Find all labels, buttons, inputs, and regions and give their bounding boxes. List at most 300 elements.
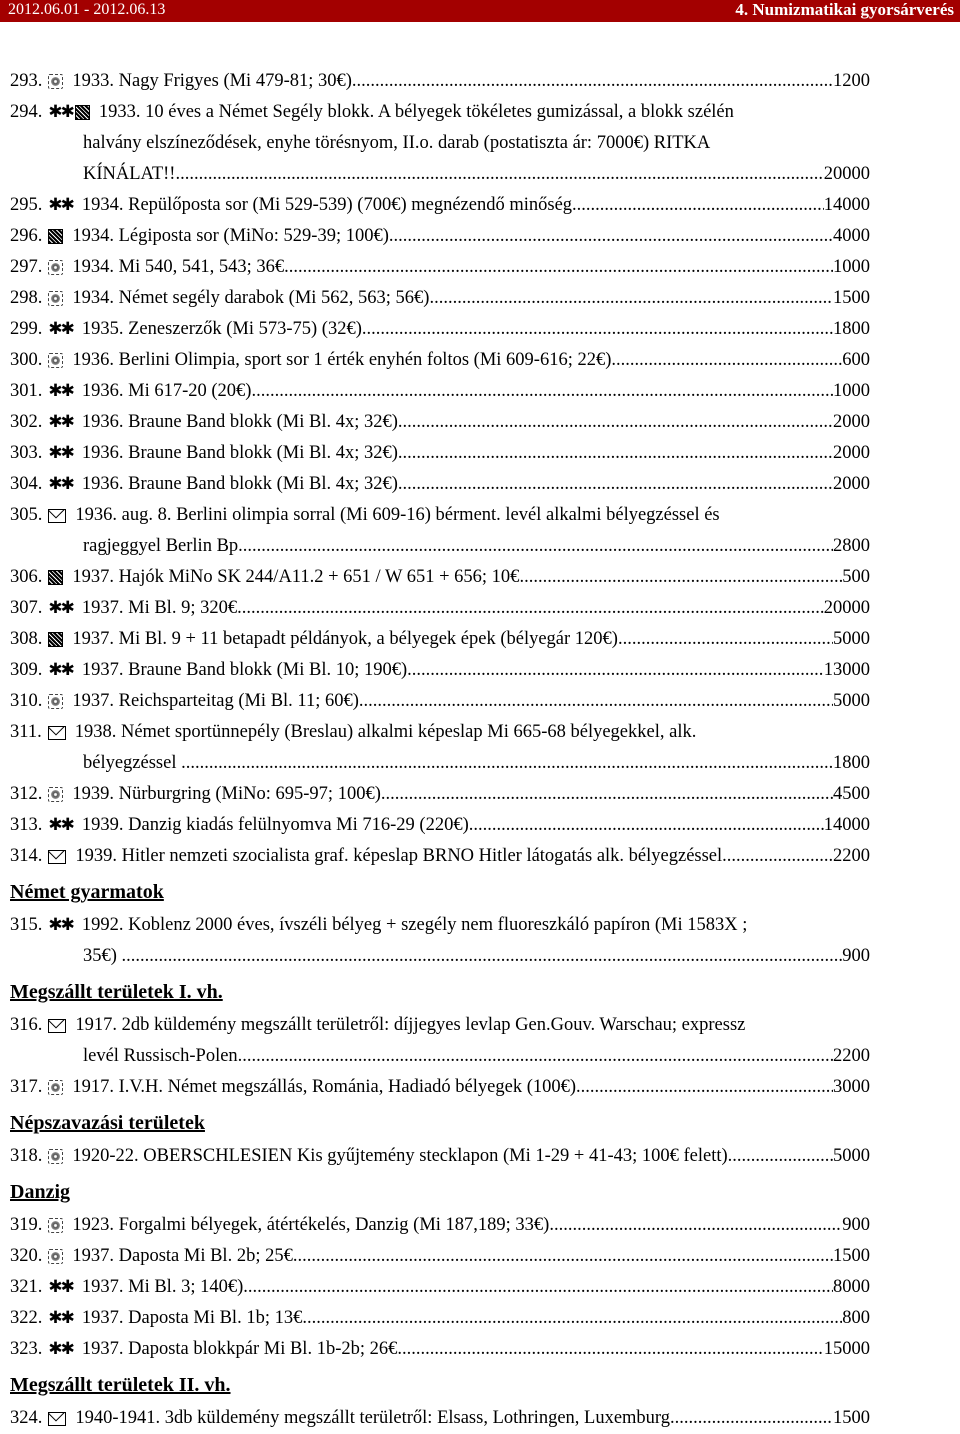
lot-number: 305. bbox=[10, 505, 43, 525]
lot-number: 318. bbox=[10, 1146, 43, 1166]
leader-dots bbox=[293, 1241, 833, 1272]
lot-number: 319. bbox=[10, 1215, 43, 1235]
lot-price: 13000 bbox=[823, 660, 870, 680]
block-square-icon bbox=[48, 229, 63, 244]
lot-number: 316. bbox=[10, 1015, 43, 1035]
lot-first-line bbox=[10, 1303, 870, 1334]
leader-dots bbox=[175, 159, 823, 190]
double-star-icon: ✱✱ bbox=[48, 443, 73, 463]
block-square-icon bbox=[48, 632, 63, 647]
lot-description-line bbox=[82, 314, 870, 345]
mint-star-icon bbox=[48, 1310, 73, 1327]
stamped-stamp-icon bbox=[48, 1080, 63, 1095]
lot-first-line bbox=[10, 1072, 870, 1103]
double-star-icon: ✱✱ bbox=[48, 412, 73, 432]
stamp-icon bbox=[48, 353, 63, 368]
mint-star-icon bbox=[48, 414, 73, 431]
header-title: 4. Numizmatikai gyorsárverés bbox=[735, 0, 954, 19]
lot-item bbox=[10, 407, 870, 438]
lot-first-line bbox=[10, 779, 870, 810]
lot-number: 302. bbox=[10, 412, 43, 432]
lot-number: 293. bbox=[10, 71, 43, 91]
lot-first-line bbox=[10, 1141, 870, 1172]
lot-description: 1937. Mi Bl. 9 + 11 betapadt példányok, a bélyegek épek (bélyegár 120€) bbox=[72, 629, 618, 649]
leader-dots bbox=[670, 1403, 833, 1434]
double-star-icon: ✱✱ bbox=[48, 1277, 73, 1297]
lot-first-line bbox=[10, 500, 870, 531]
leader-dots bbox=[576, 1072, 833, 1103]
lot-first-line bbox=[10, 593, 870, 624]
lot-first-line bbox=[10, 810, 870, 841]
lot-item bbox=[10, 779, 870, 810]
lot-item bbox=[10, 1010, 870, 1072]
stamp-icon bbox=[48, 694, 63, 709]
lot-price: 20000 bbox=[823, 164, 870, 184]
lot-price: 800 bbox=[842, 1308, 870, 1328]
lot-price: 1500 bbox=[833, 288, 870, 308]
star-block-combo-icon bbox=[48, 104, 90, 121]
lot-item bbox=[10, 376, 870, 407]
lot-description: 1917. I.V.H. Német megszállás, Románia, Hadiadó bélyegek (100€) bbox=[72, 1077, 577, 1097]
mint-star-icon bbox=[48, 1341, 73, 1358]
double-star-icon: ✱✱ bbox=[48, 1339, 73, 1359]
lot-description-line bbox=[72, 686, 870, 717]
lot-number: 299. bbox=[10, 319, 43, 339]
lot-price: 5000 bbox=[833, 691, 870, 711]
leader-dots bbox=[549, 1210, 842, 1241]
lot-first-line bbox=[10, 252, 870, 283]
lot-price: 8000 bbox=[833, 1277, 870, 1297]
lot-price: 1000 bbox=[833, 381, 870, 401]
lot-description-line bbox=[72, 345, 870, 376]
lot-item bbox=[10, 841, 870, 872]
leader-dots bbox=[429, 283, 833, 314]
lot-first-line bbox=[10, 717, 870, 748]
lot-description-line bbox=[72, 624, 870, 655]
lot-item bbox=[10, 717, 870, 779]
block-square-icon bbox=[48, 570, 63, 585]
lot-description-line bbox=[75, 1403, 870, 1434]
page-header bbox=[0, 0, 960, 22]
lot-description: 1933. 10 éves a Német Segély blokk. A bélyegek tökéletes gumizással, a blokk szélén bbox=[98, 102, 734, 122]
block-icon bbox=[48, 229, 63, 244]
lot-description: 1937. Braune Band blokk (Mi Bl. 10; 190€) bbox=[81, 660, 408, 680]
envelope-shape-icon bbox=[48, 1019, 66, 1033]
double-star-icon: ✱✱ bbox=[48, 319, 73, 339]
stamp-icon bbox=[48, 1149, 63, 1164]
section-heading: Német gyarmatok bbox=[10, 881, 164, 903]
lot-first-line bbox=[10, 1272, 870, 1303]
lot-description: bélyegzéssel . bbox=[83, 753, 186, 773]
lot-number: 311. bbox=[10, 722, 42, 742]
lot-item bbox=[10, 314, 870, 345]
leader-dots bbox=[381, 779, 833, 810]
lot-number: 315. bbox=[10, 915, 43, 935]
lot-description: levél Russisch-Polen bbox=[83, 1046, 238, 1066]
lot-item bbox=[10, 1303, 870, 1334]
stamp-icon bbox=[48, 291, 63, 306]
lot-description: 1920-22. OBERSCHLESIEN Kis gyűjtemény stecklapon (Mi 1-29 + 41-43; 100€ felett) bbox=[72, 1146, 728, 1166]
lot-item bbox=[10, 500, 870, 562]
stamped-stamp-icon bbox=[48, 694, 63, 709]
lot-item bbox=[10, 1334, 870, 1365]
mint-star-icon bbox=[48, 662, 73, 679]
lot-price: 4500 bbox=[833, 784, 870, 804]
lot-number: 309. bbox=[10, 660, 43, 680]
lot-description: 1936. aug. 8. Berlini olimpia sorral (Mi 609-16) bérment. levél alkalmi bélyegzéssel és bbox=[75, 505, 720, 525]
stamp-icon bbox=[48, 1080, 63, 1095]
leader-dots bbox=[611, 345, 842, 376]
lot-continuation bbox=[10, 748, 870, 779]
lot-description: 1934. Mi 540, 541, 543; 36€ bbox=[72, 257, 285, 277]
lot-first-line bbox=[10, 562, 870, 593]
lot-item bbox=[10, 438, 870, 469]
lot-description-line bbox=[83, 1041, 870, 1072]
lot-number: 306. bbox=[10, 567, 43, 587]
lot-description: 1936. Braune Band blokk (Mi Bl. 4x; 32€) bbox=[81, 443, 398, 463]
lot-item bbox=[10, 686, 870, 717]
lot-first-line bbox=[10, 190, 870, 221]
lot-item bbox=[10, 190, 870, 221]
lot-number: 314. bbox=[10, 846, 43, 866]
envelope-shape-icon bbox=[48, 726, 66, 740]
lot-item bbox=[10, 1072, 870, 1103]
lot-price: 2000 bbox=[833, 412, 870, 432]
leader-dots bbox=[398, 438, 833, 469]
lot-description-line bbox=[82, 810, 870, 841]
lot-description-line bbox=[82, 1303, 870, 1334]
lot-price: 500 bbox=[842, 567, 870, 587]
leader-dots bbox=[469, 810, 824, 841]
lot-item bbox=[10, 1241, 870, 1272]
lot-first-line bbox=[10, 1210, 870, 1241]
double-star-icon: ✱✱ bbox=[48, 195, 73, 215]
leader-dots bbox=[243, 1272, 833, 1303]
leader-dots bbox=[407, 655, 824, 686]
lot-price: 2800 bbox=[833, 536, 870, 556]
lot-description-line bbox=[72, 283, 870, 314]
lot-description-line bbox=[72, 562, 870, 593]
lot-description: 35€) . bbox=[83, 946, 127, 966]
lot-item bbox=[10, 624, 870, 655]
lot-price: 900 bbox=[842, 946, 870, 966]
lot-description-line bbox=[82, 1334, 870, 1365]
envelope-icon bbox=[48, 1019, 66, 1033]
section-heading: Danzig bbox=[10, 1181, 70, 1203]
lot-item bbox=[10, 66, 870, 97]
lot-first-line bbox=[10, 283, 870, 314]
stamped-stamp-icon bbox=[48, 74, 63, 89]
lot-description: 1936. Mi 617-20 (20€) bbox=[81, 381, 252, 401]
envelope-icon bbox=[48, 1412, 66, 1426]
lot-number: 301. bbox=[10, 381, 43, 401]
lot-description: 1937. Daposta Mi Bl. 2b; 25€ bbox=[72, 1246, 293, 1266]
lot-description-line bbox=[72, 1141, 870, 1172]
stamped-stamp-icon bbox=[48, 353, 63, 368]
section-heading: Megszállt területek II. vh. bbox=[10, 1374, 231, 1396]
lot-number: 304. bbox=[10, 474, 43, 494]
lot-price: 1500 bbox=[833, 1246, 870, 1266]
lot-number: 324. bbox=[10, 1408, 43, 1428]
lot-number: 307. bbox=[10, 598, 43, 618]
lot-description-line bbox=[82, 376, 870, 407]
lot-description-line bbox=[72, 1210, 870, 1241]
lot-first-line bbox=[10, 1334, 870, 1365]
stamped-stamp-icon bbox=[48, 291, 63, 306]
leader-dots bbox=[389, 221, 833, 252]
lot-description-line bbox=[82, 655, 870, 686]
lot-description-line bbox=[72, 66, 870, 97]
double-star-icon: ✱✱ bbox=[48, 102, 73, 122]
lot-description-line bbox=[82, 407, 870, 438]
lot-description: 1939. Danzig kiadás felülnyomva Mi 716-29 (220€) bbox=[81, 815, 469, 835]
stamped-stamp-icon bbox=[48, 787, 63, 802]
lot-price: 2200 bbox=[833, 1046, 870, 1066]
mint-star-icon bbox=[48, 445, 73, 462]
lot-description: 1937. Daposta Mi Bl. 1b; 13€ bbox=[81, 1308, 303, 1328]
lot-number: 320. bbox=[10, 1246, 43, 1266]
stamp-icon bbox=[48, 1218, 63, 1233]
lot-first-line bbox=[10, 376, 870, 407]
lot-first-line bbox=[10, 624, 870, 655]
lot-description: 1992. Koblenz 2000 éves, ívszéli bélyeg + szegély nem fluoreszkáló papíron (Mi 1583X ; bbox=[81, 915, 748, 935]
double-star-icon: ✱✱ bbox=[48, 1308, 73, 1328]
lot-number: 313. bbox=[10, 815, 43, 835]
lot-description-line bbox=[83, 128, 870, 159]
lot-first-line bbox=[10, 345, 870, 376]
double-star-icon: ✱✱ bbox=[48, 381, 73, 401]
block-square-icon bbox=[75, 105, 90, 120]
lot-description: 1934. Német segély darabok (Mi 562, 563; 56€) bbox=[72, 288, 430, 308]
double-star-icon: ✱✱ bbox=[48, 598, 73, 618]
lot-number: 308. bbox=[10, 629, 43, 649]
leader-dots bbox=[722, 841, 833, 872]
lot-description: 1934. Légiposta sor (MiNo: 529-39; 100€) bbox=[72, 226, 389, 246]
double-star-icon: ✱✱ bbox=[48, 660, 73, 680]
lot-price: 1800 bbox=[833, 319, 870, 339]
lot-price: 20000 bbox=[823, 598, 870, 618]
lot-number: 323. bbox=[10, 1339, 43, 1359]
lot-description: 1937. Hajók MiNo SK 244/A11.2 + 651 / W 651 + 656; 10€ bbox=[72, 567, 520, 587]
lot-description: 1936. Braune Band blokk (Mi Bl. 4x; 32€) bbox=[81, 474, 398, 494]
stamp-icon bbox=[48, 787, 63, 802]
lot-first-line bbox=[10, 1241, 870, 1272]
envelope-shape-icon bbox=[48, 1412, 66, 1426]
envelope-icon bbox=[48, 850, 66, 864]
leader-dots bbox=[284, 252, 833, 283]
lot-description: KÍNÁLAT!! bbox=[83, 164, 176, 184]
lot-description: 1939. Hitler nemzeti szocialista graf. képeslap BRNO Hitler látogatás alk. bélyegzéssel bbox=[75, 846, 723, 866]
lot-item bbox=[10, 221, 870, 252]
lot-description: 1935. Zeneszerzők (Mi 573-75) (32€) bbox=[81, 319, 362, 339]
envelope-shape-icon bbox=[48, 850, 66, 864]
stamp-icon bbox=[48, 1249, 63, 1264]
lot-description: 1937. Reichsparteitag (Mi Bl. 11; 60€) bbox=[72, 691, 359, 711]
lot-first-line bbox=[10, 97, 870, 128]
lot-first-line bbox=[10, 221, 870, 252]
leader-dots bbox=[243, 531, 833, 562]
lot-item bbox=[10, 562, 870, 593]
leader-dots bbox=[251, 376, 833, 407]
lot-price: 5000 bbox=[833, 1146, 870, 1166]
mint-star-icon bbox=[48, 321, 73, 338]
mint-star-icon bbox=[48, 197, 73, 214]
lot-price: 4000 bbox=[833, 226, 870, 246]
double-star-icon: ✱✱ bbox=[48, 915, 73, 935]
lot-number: 321. bbox=[10, 1277, 43, 1297]
lot-item bbox=[10, 469, 870, 500]
lot-description: 1938. Német sportünnepély (Breslau) alkalmi képeslap Mi 665-68 bélyegekkel, alk. bbox=[74, 722, 697, 742]
lot-description: 1923. Forgalmi bélyegek, átértékelés, Danzig (Mi 187,189; 33€) bbox=[72, 1215, 550, 1235]
lot-first-line bbox=[10, 686, 870, 717]
mint-star-icon bbox=[48, 476, 73, 493]
leader-dots bbox=[238, 1041, 833, 1072]
double-star-icon: ✱✱ bbox=[48, 474, 73, 494]
leader-dots bbox=[398, 469, 833, 500]
lot-price: 5000 bbox=[833, 629, 870, 649]
lot-number: 317. bbox=[10, 1077, 43, 1097]
lot-number: 300. bbox=[10, 350, 43, 370]
leader-dots bbox=[302, 1303, 842, 1334]
double-star-icon: ✱✱ bbox=[48, 815, 73, 835]
header-date-range: 2012.06.01 - 2012.06.13 bbox=[8, 1, 166, 18]
lot-first-line bbox=[10, 655, 870, 686]
stamped-stamp-icon bbox=[48, 1218, 63, 1233]
stamp-icon bbox=[48, 260, 63, 275]
lot-price: 2000 bbox=[833, 443, 870, 463]
lot-price: 1800 bbox=[833, 753, 870, 773]
lot-item bbox=[10, 1403, 870, 1434]
lot-price: 1200 bbox=[833, 71, 870, 91]
leader-dots bbox=[362, 314, 833, 345]
lot-number: 312. bbox=[10, 784, 43, 804]
lot-first-line bbox=[10, 407, 870, 438]
lot-item bbox=[10, 1272, 870, 1303]
stamped-stamp-icon bbox=[48, 1249, 63, 1264]
leader-dots bbox=[126, 941, 842, 972]
lot-number: 296. bbox=[10, 226, 43, 246]
lot-item bbox=[10, 655, 870, 686]
lot-description-line bbox=[72, 221, 870, 252]
lot-number: 294. bbox=[10, 102, 43, 122]
section-heading: Megszállt területek I. vh. bbox=[10, 981, 223, 1003]
lot-item bbox=[10, 345, 870, 376]
mint-star-icon bbox=[48, 600, 73, 617]
lot-number: 322. bbox=[10, 1308, 43, 1328]
lot-item bbox=[10, 593, 870, 624]
mint-star-icon bbox=[48, 817, 73, 834]
lot-item bbox=[10, 910, 870, 972]
lot-description: 1940-1941. 3db küldemény megszállt területről: Elsass, Lothringen, Luxemburg bbox=[75, 1408, 671, 1428]
lot-price: 1000 bbox=[833, 257, 870, 277]
lot-list bbox=[10, 66, 870, 1434]
lot-number: 297. bbox=[10, 257, 43, 277]
lot-description-line bbox=[82, 469, 870, 500]
lot-description-line bbox=[72, 779, 870, 810]
lot-description-line bbox=[82, 593, 870, 624]
lot-description: 1939. Nürburgring (MiNo: 695-97; 100€) bbox=[72, 784, 381, 804]
mint-star-icon bbox=[48, 917, 73, 934]
lot-number: 303. bbox=[10, 443, 43, 463]
lot-description: 1937. Mi Bl. 3; 140€) bbox=[81, 1277, 244, 1297]
lot-first-line bbox=[10, 66, 870, 97]
lot-description: 1937. Daposta blokkpár Mi Bl. 1b-2b; 26€ bbox=[81, 1339, 398, 1359]
lot-item bbox=[10, 1141, 870, 1172]
leader-dots bbox=[618, 624, 833, 655]
envelope-icon bbox=[48, 726, 66, 740]
lot-price: 3000 bbox=[833, 1077, 870, 1097]
lot-description: halvány elszíneződések, enyhe törésnyom, II.o. darab (postatiszta ár: 7000€) RITKA bbox=[83, 133, 711, 153]
lot-price: 14000 bbox=[823, 195, 870, 215]
lot-item bbox=[10, 810, 870, 841]
lot-price: 900 bbox=[842, 1215, 870, 1235]
lot-continuation bbox=[10, 1041, 870, 1072]
lot-first-line bbox=[10, 910, 870, 941]
lot-continuation bbox=[10, 531, 870, 562]
leader-dots bbox=[519, 562, 842, 593]
envelope-shape-icon bbox=[48, 509, 66, 523]
lot-description-line bbox=[82, 190, 870, 221]
lot-description: ragjeggyel Berlin Bp. bbox=[83, 536, 243, 556]
lot-description-line bbox=[72, 1072, 870, 1103]
lot-first-line bbox=[10, 1010, 870, 1041]
block-icon bbox=[48, 570, 63, 585]
lot-description-line bbox=[75, 841, 870, 872]
leader-dots bbox=[398, 407, 833, 438]
lot-description-line bbox=[72, 1241, 870, 1272]
lot-description: 1936. Braune Band blokk (Mi Bl. 4x; 32€) bbox=[81, 412, 398, 432]
leader-dots bbox=[237, 593, 824, 624]
lot-item bbox=[10, 252, 870, 283]
leader-dots bbox=[352, 66, 833, 97]
leader-dots bbox=[186, 748, 833, 779]
lot-description-line bbox=[72, 252, 870, 283]
lot-price: 2000 bbox=[833, 474, 870, 494]
leader-dots bbox=[572, 190, 824, 221]
lot-description: 1937. Mi Bl. 9; 320€ bbox=[81, 598, 238, 618]
lot-item bbox=[10, 1210, 870, 1241]
lot-continuation bbox=[10, 128, 870, 190]
lot-continuation bbox=[10, 941, 870, 972]
lot-first-line bbox=[10, 314, 870, 345]
lot-number: 310. bbox=[10, 691, 43, 711]
lot-first-line bbox=[10, 469, 870, 500]
leader-dots bbox=[359, 686, 833, 717]
star-block-icon bbox=[48, 104, 90, 121]
lot-first-line bbox=[10, 841, 870, 872]
lot-description: 1917. 2db küldemény megszállt területről: díjjegyes levlap Gen.Gouv. Warschau; expressz bbox=[75, 1015, 746, 1035]
envelope-icon bbox=[48, 509, 66, 523]
lot-price: 600 bbox=[842, 350, 870, 370]
lot-description: 1934. Repülőposta sor (Mi 529-539) (700€) megnézendő minőség bbox=[81, 195, 573, 215]
lot-number: 295. bbox=[10, 195, 43, 215]
lot-price: 15000 bbox=[823, 1339, 870, 1359]
lot-first-line bbox=[10, 438, 870, 469]
mint-star-icon bbox=[48, 383, 73, 400]
leader-dots bbox=[728, 1141, 833, 1172]
lot-price: 14000 bbox=[823, 815, 870, 835]
lot-item bbox=[10, 97, 870, 190]
section-heading: Népszavazási területek bbox=[10, 1112, 205, 1134]
stamped-stamp-icon bbox=[48, 260, 63, 275]
leader-dots bbox=[397, 1334, 823, 1365]
lot-number: 298. bbox=[10, 288, 43, 308]
stamped-stamp-icon bbox=[48, 1149, 63, 1164]
lot-first-line bbox=[10, 1403, 870, 1434]
lot-item bbox=[10, 283, 870, 314]
lot-description-line bbox=[82, 438, 870, 469]
lot-price: 2200 bbox=[833, 846, 870, 866]
